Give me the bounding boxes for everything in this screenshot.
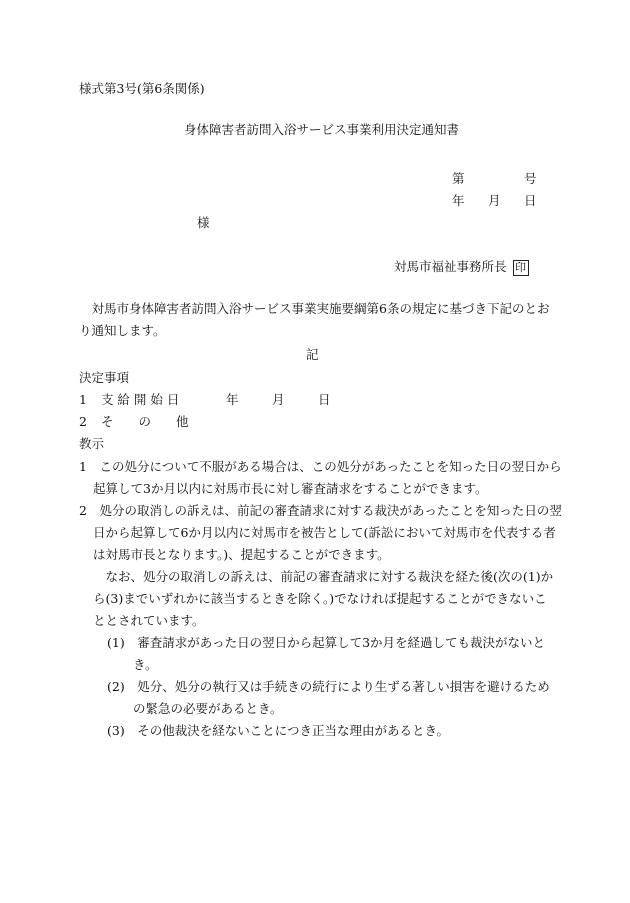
date-day: 日 [524, 193, 537, 208]
item-number: 2 [79, 414, 87, 429]
start-year: 年 [226, 392, 239, 407]
item-other [79, 413, 188, 431]
item-number: 1 [79, 392, 87, 407]
item-start-date [79, 391, 179, 409]
addressee-suffix: 様 [197, 215, 210, 230]
instruction-heading: 教示 [79, 436, 105, 451]
ki-heading: 記 [306, 347, 319, 362]
decision-heading: 決定事項 [79, 370, 130, 385]
issuer-line [394, 258, 529, 276]
start-month: 月 [272, 392, 285, 407]
sub-item-list [93, 632, 554, 742]
sub-item-1: (1) 審査請求があった日の翌日から起算して3か月を経過しても裁決がないとき。 [107, 635, 546, 672]
issuer-name: 対馬市福祉事務所長 [394, 259, 507, 274]
item-label: そ の 他 [100, 414, 189, 429]
instruction-2: 2 処分の取消しの訴えは、前記の審査請求に対する裁決があったことを知った日の翌日から起算して6か月以内に対馬市を被告として(訴訟において対馬市を代表する者は対馬市長となります。)、提起することができます。 [79, 503, 562, 562]
number-prefix: 第 [452, 171, 465, 186]
document-title: 身体障害者訪問入浴サービス事業利用決定通知書 [184, 122, 460, 137]
start-day: 日 [318, 392, 331, 407]
intro-paragraph: 対馬市身体障害者訪問入浴サービス事業実施要綱第6条の規定に基づき下記のとおり通知します。 [79, 301, 550, 338]
number-suffix: 号 [524, 171, 537, 186]
sub-item-2: (2) 処分、処分の執行又は手続きの続行により生ずる著しい損害を避けるための緊急の必要があるとき。 [107, 679, 550, 716]
instruction-2-note: なお、処分の取消しの訴えは、前記の審査請求に対する裁決を経た後(次の(1)から(3)までいずれかに該当するときを除く。)でなければ提起することができないこととされています。 [93, 569, 554, 628]
date-month: 月 [488, 193, 501, 208]
sub-item-3: (3) その他裁決を経ないことにつき正当な理由があるとき。 [107, 723, 449, 738]
form-number: 様式第3号(第6条関係) [79, 81, 205, 96]
instruction-1: 1 この処分について不服がある場合は、この処分があったことを知った日の翌日から起算して3か月以内に対馬市長に対し審査請求をすることができます。 [79, 459, 562, 496]
item-label: 支 給 開 始 日 [100, 392, 180, 407]
date-year: 年 [452, 193, 465, 208]
seal-mark: 印 [513, 260, 529, 276]
